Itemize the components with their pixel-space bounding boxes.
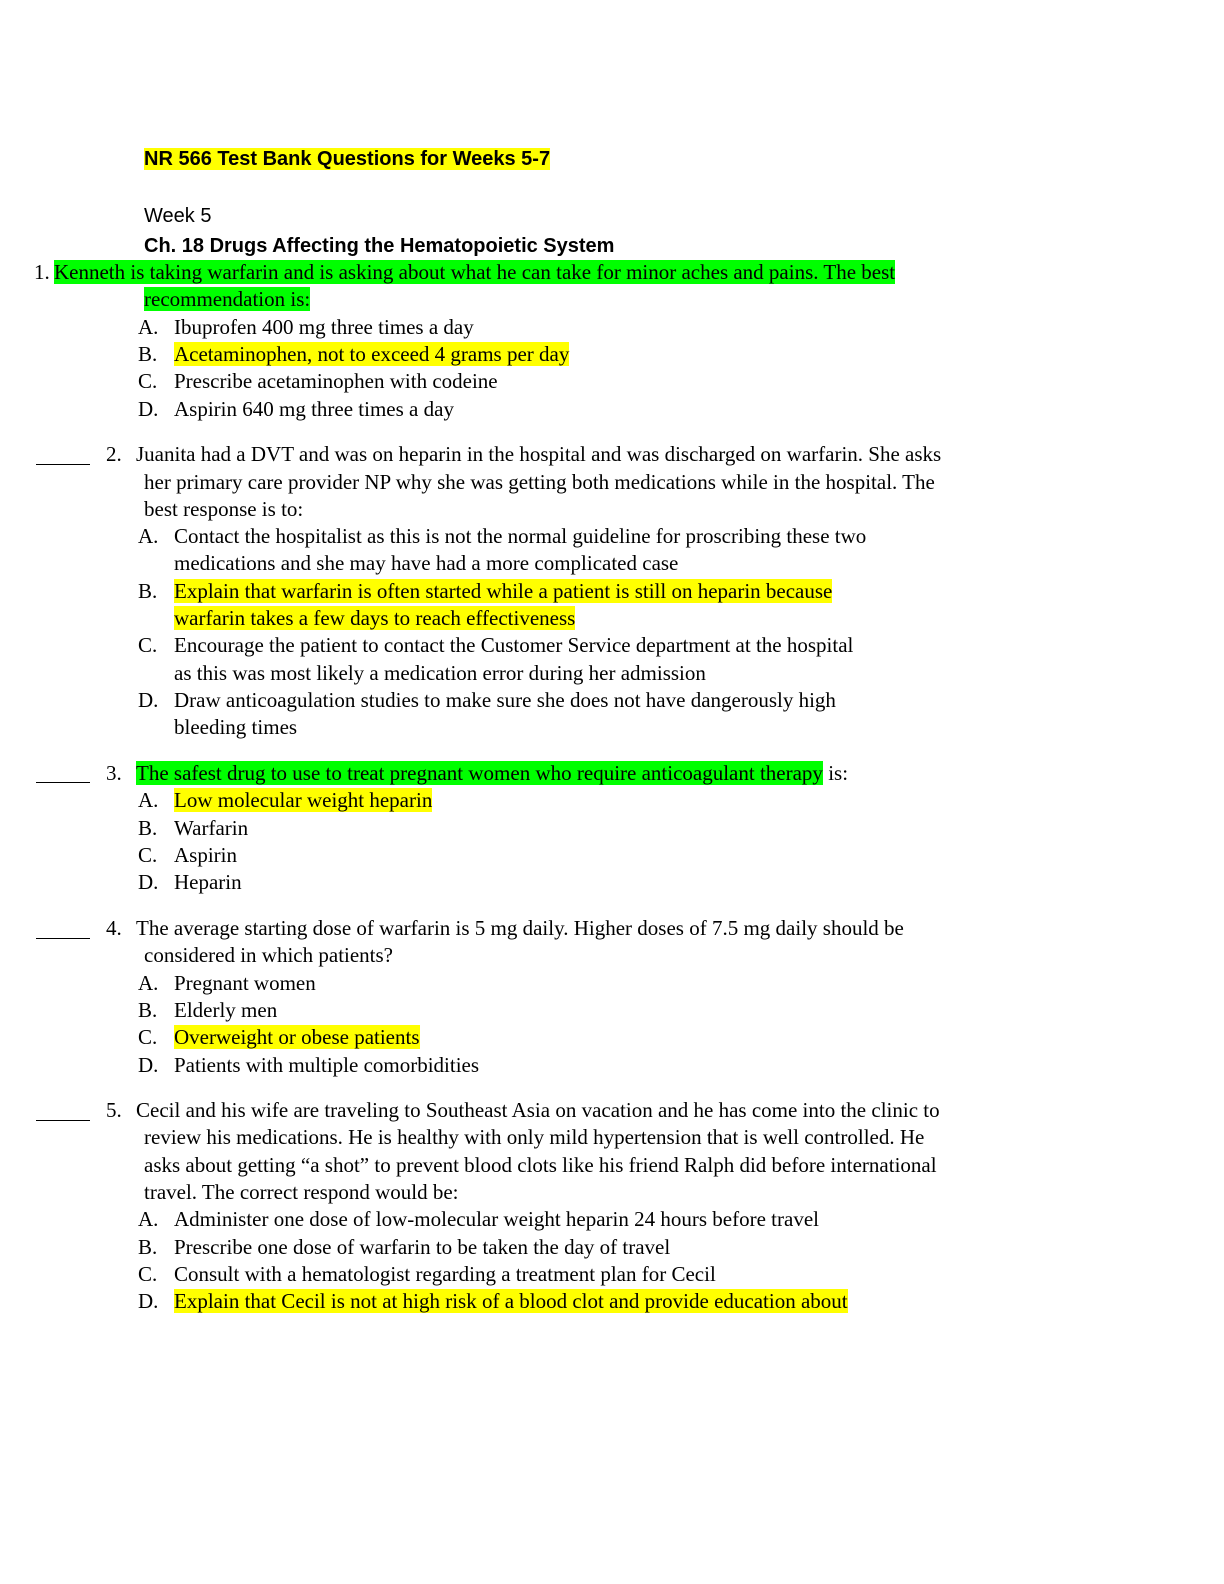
- q4-option-a-letter: A.: [138, 971, 159, 995]
- question-1-number: 1.: [34, 260, 50, 284]
- q1-option-c-letter: C.: [138, 369, 158, 393]
- q5-option-b-text: Prescribe one dose of warfarin to be taken the day of travel: [174, 1235, 671, 1259]
- question-5-number: 5.: [106, 1098, 122, 1122]
- q4-option-b-letter: B.: [138, 998, 158, 1022]
- q2-option-c-text-line-1: Encourage the patient to contact the Customer Service department at the hospital: [174, 633, 854, 657]
- q1-option-b-text: Acetaminophen, not to exceed 4 grams per day: [174, 342, 570, 366]
- question-4-number: 4.: [106, 916, 122, 940]
- chapter-heading: Ch. 18 Drugs Affecting the Hematopoietic System: [144, 235, 615, 257]
- question-3-stem: The safest drug to use to treat pregnant women who require anticoagulant therapy is:: [136, 761, 849, 785]
- answer-blank-q4[interactable]: [36, 938, 90, 939]
- question-2-number: 2.: [106, 442, 122, 466]
- question-2-stem-line-2: her primary care provider NP why she was getting both medications while in the hospital. The: [144, 470, 935, 494]
- q2-option-c-text-line-2: as this was most likely a medication error during her admission: [174, 661, 706, 685]
- question-3-number: 3.: [106, 761, 122, 785]
- answer-blank-q5[interactable]: [36, 1120, 90, 1121]
- q4-option-b-text: Elderly men: [174, 998, 278, 1022]
- q3-option-b-letter: B.: [138, 816, 158, 840]
- q5-option-c-text: Consult with a hematologist regarding a treatment plan for Cecil: [174, 1262, 716, 1286]
- q3-option-c-letter: C.: [138, 843, 158, 867]
- answer-blank-q3[interactable]: [36, 782, 90, 783]
- q3-option-a-text: Low molecular weight heparin: [174, 788, 433, 812]
- question-5-stem-line-1: Cecil and his wife are traveling to Southeast Asia on vacation and he has come into the clinic to: [136, 1098, 940, 1122]
- q2-option-a-text-line-2: medications and she may have had a more complicated case: [174, 551, 679, 575]
- q1-option-a-text: Ibuprofen 400 mg three times a day: [174, 315, 474, 339]
- q3-option-d-text: Heparin: [174, 870, 242, 894]
- q3-option-a-letter: A.: [138, 788, 159, 812]
- q2-option-d-text-line-1: Draw anticoagulation studies to make sure she does not have dangerously high: [174, 688, 836, 712]
- q2-option-d-letter: D.: [138, 688, 159, 712]
- q2-option-a-letter: A.: [138, 524, 159, 548]
- q2-option-a-text-line-1: Contact the hospitalist as this is not the normal guideline for proscribing these two: [174, 524, 867, 548]
- q4-option-d-text: Patients with multiple comorbidities: [174, 1053, 480, 1077]
- question-1-stem-line-1: Kenneth is taking warfarin and is asking about what he can take for minor aches and pains. The best: [54, 260, 896, 284]
- question-4-stem-line-1: The average starting dose of warfarin is 5 mg daily. Higher doses of 7.5 mg daily should be: [136, 916, 904, 940]
- q5-option-a-text: Administer one dose of low-molecular weight heparin 24 hours before travel: [174, 1207, 819, 1231]
- question-5-stem-line-2: review his medications. He is healthy with only mild hypertension that is well controlled. He: [144, 1125, 925, 1149]
- q5-option-c-letter: C.: [138, 1262, 158, 1286]
- q4-option-c-letter: C.: [138, 1025, 158, 1049]
- q5-option-d-text: Explain that Cecil is not at high risk of a blood clot and provide education about: [174, 1289, 848, 1313]
- week-heading: Week 5: [144, 205, 212, 227]
- q1-option-d-text: Aspirin 640 mg three times a day: [174, 397, 454, 421]
- q5-option-d-letter: D.: [138, 1289, 159, 1313]
- q2-option-b-text-line-2: warfarin takes a few days to reach effectiveness: [174, 606, 576, 630]
- answer-blank-q2[interactable]: [36, 464, 90, 465]
- q4-option-d-letter: D.: [138, 1053, 159, 1077]
- question-2-stem-line-1: Juanita had a DVT and was on heparin in the hospital and was discharged on warfarin. She asks: [136, 442, 942, 466]
- q2-option-c-letter: C.: [138, 633, 158, 657]
- question-2-stem-line-3: best response is to:: [144, 497, 304, 521]
- q3-option-c-text: Aspirin: [174, 843, 237, 867]
- q3-option-b-text: Warfarin: [174, 816, 249, 840]
- question-5-stem-line-3: asks about getting “a shot” to prevent blood clots like his friend Ralph did before international: [144, 1153, 937, 1177]
- q1-option-a-letter: A.: [138, 315, 159, 339]
- q2-option-b-letter: B.: [138, 579, 158, 603]
- question-1-stem-line-2: recommendation is:: [144, 287, 311, 311]
- q2-option-b-text-line-1: Explain that warfarin is often started while a patient is still on heparin because: [174, 579, 833, 603]
- q1-option-c-text: Prescribe acetaminophen with codeine: [174, 369, 498, 393]
- document-title: NR 566 Test Bank Questions for Weeks 5-7: [144, 148, 551, 170]
- q4-option-c-text: Overweight or obese patients: [174, 1025, 420, 1049]
- q3-option-d-letter: D.: [138, 870, 159, 894]
- q1-option-d-letter: D.: [138, 397, 159, 421]
- q2-option-d-text-line-2: bleeding times: [174, 715, 298, 739]
- question-5-stem-line-4: travel. The correct respond would be:: [144, 1180, 459, 1204]
- question-4-stem-line-2: considered in which patients?: [144, 943, 394, 967]
- q5-option-a-letter: A.: [138, 1207, 159, 1231]
- q4-option-a-text: Pregnant women: [174, 971, 316, 995]
- q1-option-b-letter: B.: [138, 342, 158, 366]
- q5-option-b-letter: B.: [138, 1235, 158, 1259]
